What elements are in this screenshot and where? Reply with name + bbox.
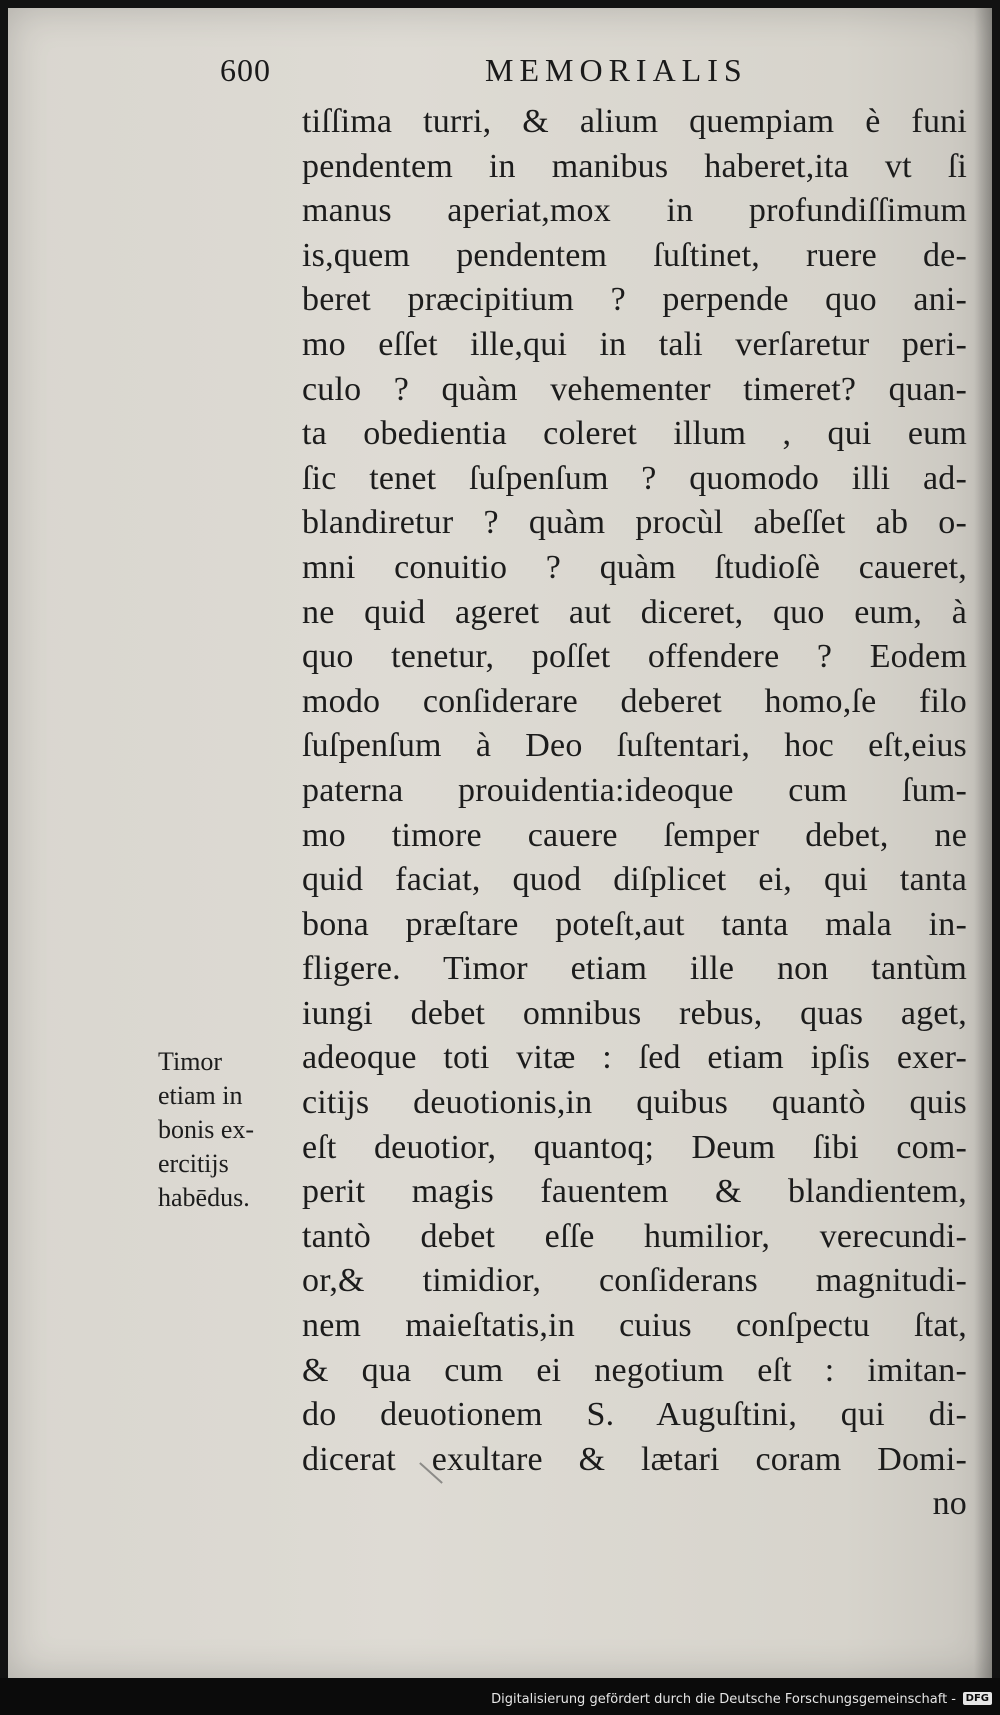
text-line: pendentem in manibus haberet,ita vt ſi (302, 147, 967, 185)
catchword: no (932, 1485, 967, 1523)
digitization-credit: Digitalisierung gefördert durch die Deutsche Forschungsgemeinschaft - (491, 1692, 956, 1707)
text-line: eſt deuotior, quantoq; Deum ſibi com- (302, 1128, 967, 1166)
text-line: perit magis fauentem & blandientem, (302, 1173, 967, 1211)
text-line: culo ? quàm vehementer timeret? quan- (302, 370, 967, 408)
text-line: dicerat exultare & lætari coram Domi- (302, 1440, 967, 1478)
text-line: ne quid ageret aut diceret, quo eum, à (302, 593, 967, 631)
text-line: ſic tenet ſuſpenſum ? quomodo illi ad- (302, 459, 967, 497)
margin-note-line: habēdus. (158, 1183, 250, 1212)
text-line: tiſſima turri, & alium quempiam è funi (302, 103, 967, 140)
page-edge-shadow (974, 8, 992, 1678)
page-number: 600 (220, 52, 271, 88)
text-line: nem maieſtatis,in cuius conſpectu ſtat, (302, 1307, 967, 1345)
text-line: manus aperiat,mox in profundiſſimum (302, 192, 967, 230)
text-line: quid faciat, quod diſplicet ei, qui tanta (302, 861, 967, 899)
margin-note-line: etiam in (158, 1081, 243, 1110)
text-line: or,& timidior, conſiderans magnitudi- (302, 1262, 967, 1300)
text-line: mni conuitio ? quàm ſtudioſè caueret, (302, 548, 967, 586)
footer-bar (0, 1678, 1000, 1715)
text-line: & qua cum ei negotium eſt : imitan- (302, 1351, 967, 1389)
text-line: blandiretur ? quàm procùl abeſſet ab o- (302, 504, 967, 542)
text-line: ta obedientia coleret illum , qui eum (302, 415, 967, 453)
margin-note-line: Timor (158, 1047, 223, 1076)
text-line: paterna prouidentia:ideoque cum ſum- (302, 771, 967, 809)
text-line: iungi debet omnibus rebus, quas aget, (302, 994, 967, 1032)
text-line: do deuotionem S. Auguſtini, qui di- (302, 1396, 967, 1434)
text-line: beret præcipitium ? perpende quo ani- (302, 281, 967, 319)
margin-note-line: bonis ex- (158, 1115, 255, 1144)
text-line: mo timore cauere ſemper debet, ne (302, 816, 967, 854)
margin-note (158, 1045, 308, 1215)
text-line: citijs deuotionis,in quibus quantò quis (302, 1084, 967, 1122)
text-line: ſuſpenſum à Deo ſuſtentari, hoc eſt,eius (302, 727, 967, 765)
text-line: quo tenetur, poſſet offendere ? Eodem (302, 638, 967, 676)
margin-note-line: ercitijs (158, 1149, 229, 1178)
text-line: is,quem pendentem ſuſtinet, ruere de- (302, 236, 967, 274)
text-line: mo eſſet ille,qui in tali verſaretur peri- (302, 325, 967, 363)
text-line: adeoque toti vitæ : ſed etiam ipſis exer- (302, 1039, 967, 1077)
dfg-logo: DFG (963, 1692, 992, 1705)
text-line: fligere. Timor etiam ille non tantùm (302, 950, 967, 988)
body-text (302, 100, 967, 1527)
text-line: tantò debet eſſe humilior, verecundi- (302, 1217, 967, 1255)
page-header (210, 52, 800, 96)
running-head: MEMORIALIS (485, 52, 748, 88)
text-line: modo conſiderare deberet homo,ſe filo (302, 682, 967, 720)
text-line: bona præſtare poteſt,aut tanta mala in- (302, 905, 967, 943)
